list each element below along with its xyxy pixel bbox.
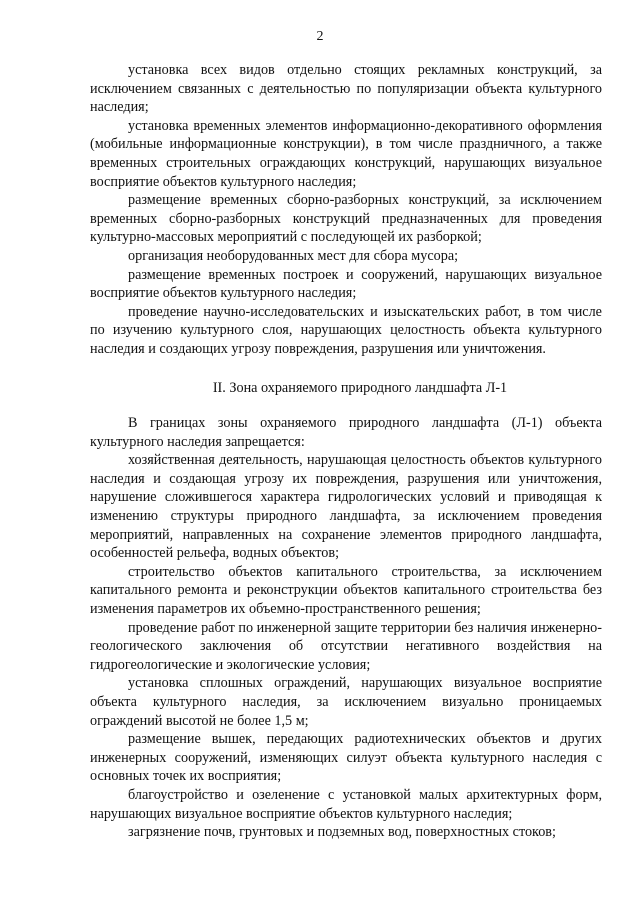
document-body xyxy=(90,61,602,842)
paragraph-towers: размещение вышек, передающих радиотехнических объектов и других инженерных сооружений, изменяющих силуэт объекта культурного наследия с основных точек их восприятия; xyxy=(90,731,602,785)
page-number: 2 xyxy=(316,29,324,44)
paragraph-zone-intro: В границах зоны охраняемого природного ландшафта (Л-1) объекта культурного наследия запрещается: xyxy=(90,415,602,450)
paragraph-engineering-protection: проведение работ по инженерной защите территории без наличия инженерно-геологического заключения об отсутствии негативного воздействия на гидрогеологические и экологические условия; xyxy=(90,619,602,673)
paragraph-research-works: проведение научно-исследовательских и изыскательских работ, в том числе по изучению культурного слоя, нарушающих целостность объекта культурного наследия и создающих угрозу повреждения, разрушения или уничтожения. xyxy=(90,303,602,357)
paragraph-temporary-prefab-structures: размещение временных сборно-разборных конструкций, за исключением временных сборно-разборных конструкций предназначенных для проведения культурно-массовых мероприятий с последующей их разборкой; xyxy=(90,192,602,246)
paragraph-economic-activity: хозяйственная деятельность, нарушающая целостность объектов культурного наследия и создающая угрозу их повреждения, разрушения или уничтожения, нарушение сложившегося характера гидрологических условий и приводящая к изменению структуры природного ландшафта, за исключением проведения мероприятий, направленных на сохранение элементов природного ландшафта, особенностей рельефа, водных объектов; xyxy=(90,452,602,562)
paragraph-temporary-decorative-elements: установка временных элементов информационно-декоративного оформления (мобильные информационные конструкции), в том числе праздничного, а также временных строительных ограждающих конструкций, нарушающих визуальное восприятие объектов культурного наследия; xyxy=(90,117,602,190)
paragraph-capital-construction: строительство объектов капитального строительства, за исключением капитального ремонта и реконструкции объектов капитального строительства без изменения параметров их объемно-пространственного решения; xyxy=(90,563,602,618)
section-heading: II. Зона охраняемого природного ландшафта Л-1 xyxy=(212,379,508,396)
paragraph-advertising-structures: установка всех видов отдельно стоящих рекламных конструкций, за исключением связанных с деятельностью по популяризации объекта культурного наследия; xyxy=(90,62,602,116)
paragraph-solid-fences: установка сплошных ограждений, нарушающих визуальное восприятие объекта культурного наследия, за исключением визуально проницаемых ограждений высотой не более 1,5 м; xyxy=(90,675,602,729)
paragraph-landscaping: благоустройство и озеленение с установкой малых архитектурных форм, нарушающих визуальное восприятие объектов культурного наследия; xyxy=(90,786,602,822)
paragraph-pollution: загрязнение почв, грунтовых и подземных вод, поверхностных стоков; xyxy=(128,824,556,841)
paragraph-waste-collection-sites: организация необорудованных мест для сбора мусора; xyxy=(128,247,459,264)
paragraph-temporary-buildings: размещение временных построек и сооружений, нарушающих визуальное восприятие объектов культурного наследия; xyxy=(90,266,602,302)
